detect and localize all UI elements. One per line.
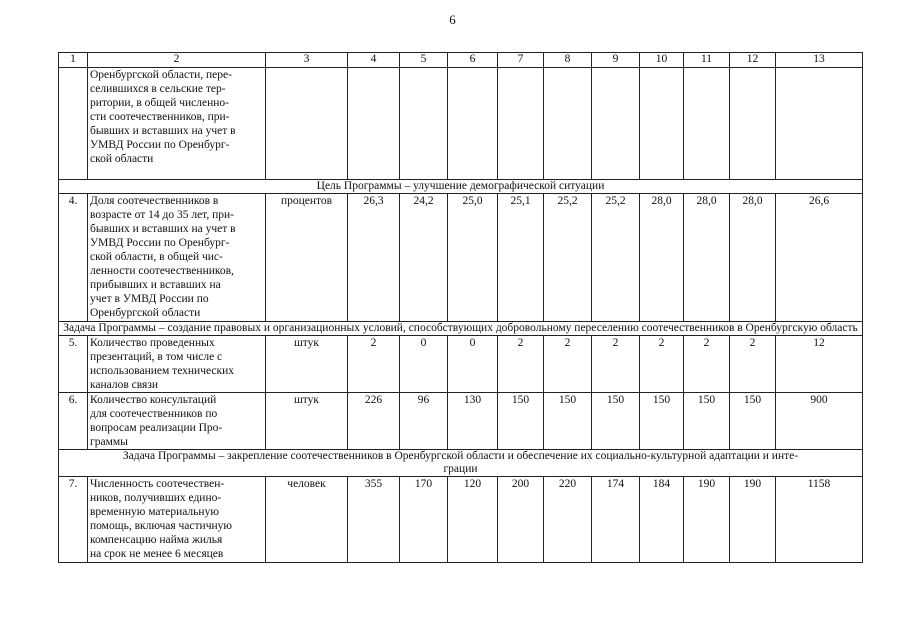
column-header: 3 xyxy=(266,53,348,68)
column-header: 8 xyxy=(544,53,592,68)
value-cell: 184 xyxy=(640,477,684,563)
value-cell: 150 xyxy=(544,393,592,450)
indicators-table xyxy=(58,52,863,563)
table-row xyxy=(59,477,863,563)
column-header: 11 xyxy=(684,53,730,68)
value-cell: 0 xyxy=(400,336,448,393)
column-header: 10 xyxy=(640,53,684,68)
value-cell: 190 xyxy=(684,477,730,563)
section-row xyxy=(59,450,863,477)
value-cell: 25,0 xyxy=(448,194,498,322)
value-cell xyxy=(498,68,544,180)
row-index: 5. xyxy=(59,336,88,393)
value-cell xyxy=(400,68,448,180)
value-cell: 96 xyxy=(400,393,448,450)
section-task-heading: Задача Программы – закрепление соотечественников в Оренбургской области и обеспечение их социально-культурной адаптации и инте- грации xyxy=(59,450,863,477)
value-cell: 170 xyxy=(400,477,448,563)
value-cell xyxy=(544,68,592,180)
unit-cell: штук xyxy=(266,336,348,393)
value-cell: 2 xyxy=(592,336,640,393)
value-cell xyxy=(348,68,400,180)
column-header: 6 xyxy=(448,53,498,68)
unit-cell: человек xyxy=(266,477,348,563)
value-cell: 2 xyxy=(640,336,684,393)
value-cell: 174 xyxy=(592,477,640,563)
column-header: 1 xyxy=(59,53,88,68)
value-cell: 2 xyxy=(544,336,592,393)
value-cell: 130 xyxy=(448,393,498,450)
section-task-heading: Задача Программы – создание правовых и организационных условий, способствующих добровольному переселению соотечественников в Оренбургскую область xyxy=(59,322,863,336)
value-cell: 200 xyxy=(498,477,544,563)
value-cell: 150 xyxy=(730,393,776,450)
unit-cell: процентов xyxy=(266,194,348,322)
value-cell: 25,2 xyxy=(544,194,592,322)
value-cell: 355 xyxy=(348,477,400,563)
value-cell: 2 xyxy=(730,336,776,393)
value-cell: 2 xyxy=(684,336,730,393)
value-cell: 28,0 xyxy=(730,194,776,322)
value-cell: 0 xyxy=(448,336,498,393)
row-index: 4. xyxy=(59,194,88,322)
value-cell: 120 xyxy=(448,477,498,563)
page-number: 6 xyxy=(449,12,456,27)
value-cell: 2 xyxy=(348,336,400,393)
column-header: 12 xyxy=(730,53,776,68)
value-cell xyxy=(730,68,776,180)
column-header: 13 xyxy=(776,53,863,68)
section-row xyxy=(59,180,863,194)
value-cell: 190 xyxy=(730,477,776,563)
value-cell: 226 xyxy=(348,393,400,450)
value-cell: 28,0 xyxy=(640,194,684,322)
value-cell xyxy=(592,68,640,180)
column-header: 7 xyxy=(498,53,544,68)
value-cell: 900 xyxy=(776,393,863,450)
row-index: 7. xyxy=(59,477,88,563)
column-header: 5 xyxy=(400,53,448,68)
value-cell: 1158 xyxy=(776,477,863,563)
row-index: 6. xyxy=(59,393,88,450)
table-row xyxy=(59,336,863,393)
value-cell xyxy=(448,68,498,180)
value-cell: 24,2 xyxy=(400,194,448,322)
column-header: 2 xyxy=(88,53,266,68)
column-header: 9 xyxy=(592,53,640,68)
table-row xyxy=(59,68,863,180)
value-cell: 150 xyxy=(592,393,640,450)
indicator-name: Численность соотечествен- ников, получивших едино- временную материальную помощь, включая частичную компенсацию найма жилья на срок не менее 6 месяцев xyxy=(88,477,266,563)
unit-cell: штук xyxy=(266,393,348,450)
value-cell: 25,2 xyxy=(592,194,640,322)
row-index xyxy=(59,68,88,180)
table-row xyxy=(59,194,863,322)
value-cell: 26,3 xyxy=(348,194,400,322)
value-cell: 2 xyxy=(498,336,544,393)
value-cell: 28,0 xyxy=(684,194,730,322)
section-row xyxy=(59,322,863,336)
value-cell: 150 xyxy=(684,393,730,450)
value-cell: 12 xyxy=(776,336,863,393)
value-cell: 26,6 xyxy=(776,194,863,322)
value-cell xyxy=(684,68,730,180)
value-cell: 150 xyxy=(640,393,684,450)
value-cell: 150 xyxy=(498,393,544,450)
indicator-name: Доля соотечественников в возрасте от 14 до 35 лет, при- бывших и вставших на учет в УМВД России по Оренбург- ской области, в общей чис- ленности соотечественников, прибывших и вставших на учет в УМВД России по Оренбургской области xyxy=(88,194,266,322)
value-cell xyxy=(640,68,684,180)
indicator-name: Количество консультаций для соотечественников по вопросам реализации Про- граммы xyxy=(88,393,266,450)
section-goal-heading: Цель Программы – улучшение демографической ситуации xyxy=(59,180,863,194)
indicator-name: Количество проведенных презентаций, в том числе с использованием технических каналов связи xyxy=(88,336,266,393)
value-cell: 25,1 xyxy=(498,194,544,322)
column-header: 4 xyxy=(348,53,400,68)
value-cell: 220 xyxy=(544,477,592,563)
header-row xyxy=(59,53,863,68)
indicator-name: Оренбургской области, пере- селившихся в сельские тер- ритории, в общей численно- сти соотечественников, при- бывших и вставших на учет в УМВД России по Оренбург- ской области xyxy=(88,68,266,180)
unit-cell xyxy=(266,68,348,180)
table-row xyxy=(59,393,863,450)
value-cell xyxy=(776,68,863,180)
